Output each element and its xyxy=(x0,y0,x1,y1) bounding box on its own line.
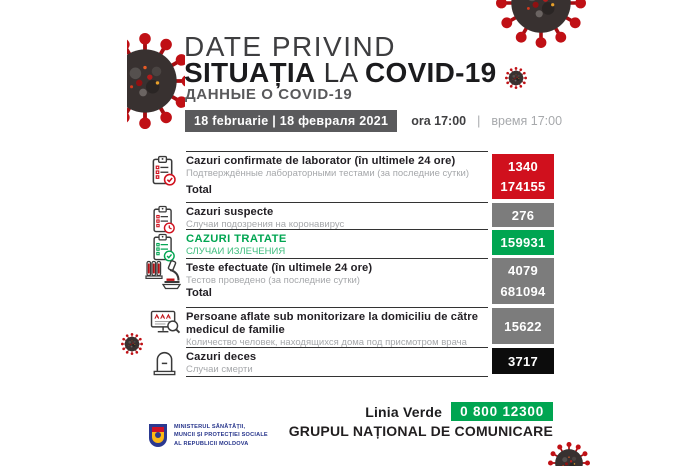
row-title-ro: Cazuri suspecte xyxy=(186,206,274,218)
value-total: 681094 xyxy=(500,283,546,299)
value-24h: 1340 xyxy=(507,159,539,174)
ministry-line: MUNCII ȘI PROTECȚIEI SOCIALE xyxy=(174,432,268,439)
row-text xyxy=(186,206,496,231)
table-row-treated xyxy=(0,229,700,258)
title-situatia: SITUAȚIA xyxy=(184,57,316,88)
title-la: LA xyxy=(315,57,365,88)
row-subtitle-ru: Случаи смерти xyxy=(186,364,253,376)
value: 276 xyxy=(511,207,535,223)
total-label: Total xyxy=(186,184,212,196)
page-subtitle-ru: ДАННЫЕ О COVID-19 xyxy=(185,86,353,103)
row-subtitle-ru: Тестов проведено (за последние сутки) xyxy=(186,275,360,287)
table-row-suspected xyxy=(0,202,700,229)
communication-group-name: GRUPUL NAȚIONAL DE COMUNICARE xyxy=(288,423,553,439)
table-row-confirmed xyxy=(0,151,700,202)
row-divider xyxy=(186,307,488,308)
row-divider xyxy=(186,151,488,152)
coronavirus-illustration-top-left xyxy=(127,33,185,129)
value-24h: 4079 xyxy=(507,263,539,279)
hotline-label: Linia Verde xyxy=(365,403,443,420)
table-bottom-divider xyxy=(186,376,488,377)
ministry-line: AL REPUBLICII MOLDOVA xyxy=(174,440,249,447)
monitor-magnifier-icon xyxy=(150,310,181,337)
row-title-ro: CAZURI TRATATE xyxy=(186,233,287,245)
row-divider xyxy=(186,258,488,259)
value-box-tests xyxy=(492,258,554,304)
row-divider xyxy=(186,347,488,348)
coronavirus-illustration-bottom-right xyxy=(548,442,590,466)
time-separator: | xyxy=(477,114,481,128)
title-covid19: COVID-19 xyxy=(364,57,497,88)
row-text xyxy=(186,155,496,180)
value-box-confirmed xyxy=(492,154,554,199)
clipboard-check-red-icon xyxy=(150,154,177,187)
row-text xyxy=(186,311,496,349)
row-title-ro: Teste efectuate (în ultimele 24 ore) xyxy=(186,262,373,274)
value-box-treated xyxy=(492,230,554,255)
value: 15622 xyxy=(504,318,542,334)
coronavirus-illustration-top-right xyxy=(496,0,586,48)
hotline-number-badge: 0 800 12300 xyxy=(451,402,553,421)
time-label-ru: время 17:00 xyxy=(491,114,563,128)
table-row-deaths xyxy=(0,347,700,376)
row-divider xyxy=(186,202,488,203)
test-tubes-microscope-icon xyxy=(145,260,183,290)
total-label: Total xyxy=(186,287,212,299)
row-subtitle-ru: Подтверждённые лабораторными тестами (за последние сутки) xyxy=(186,168,470,180)
row-subtitle-ru: Количество человек, находящихся дома под присмотром врача xyxy=(186,337,467,349)
row-divider xyxy=(186,229,488,230)
value-total: 174155 xyxy=(500,179,546,194)
tombstone-icon xyxy=(152,349,177,376)
table-row-monitored xyxy=(0,307,700,347)
row-title-ro: Cazuri confirmate de laborator (în ultimele 24 ore) xyxy=(186,155,456,167)
value-box-deaths xyxy=(492,348,554,374)
row-text xyxy=(186,351,496,376)
time-label-ro: ora 17:00 xyxy=(411,114,467,128)
row-title-ro: Persoane aflate sub monitorizare la domiciliu de către medicul de familie xyxy=(186,311,479,337)
row-subtitle-ru: Случаи подозрения на коронавирус xyxy=(186,219,345,231)
value: 159931 xyxy=(500,235,546,250)
value: 3717 xyxy=(507,353,539,369)
row-subtitle-ru: СЛУЧАИ ИЗЛЕЧЕНИЯ xyxy=(186,246,286,258)
table-row-tests xyxy=(0,258,700,307)
row-text xyxy=(186,262,496,287)
row-title-ro: Cazuri deces xyxy=(186,351,257,363)
page-title-line2 xyxy=(184,57,497,89)
hotline-row xyxy=(0,402,553,421)
ministry-line: MINISTERUL SĂNĂTĂȚII, xyxy=(174,423,246,430)
value-box-suspected xyxy=(492,203,554,227)
date-badge: 18 februarie | 18 февраля 2021 xyxy=(185,110,397,132)
page-title-line1: DATE PRIVIND xyxy=(184,31,396,62)
date-time-row xyxy=(185,110,562,132)
value-box-monitored xyxy=(492,308,554,344)
coronavirus-dot-icon xyxy=(505,67,527,89)
row-text xyxy=(186,233,496,258)
